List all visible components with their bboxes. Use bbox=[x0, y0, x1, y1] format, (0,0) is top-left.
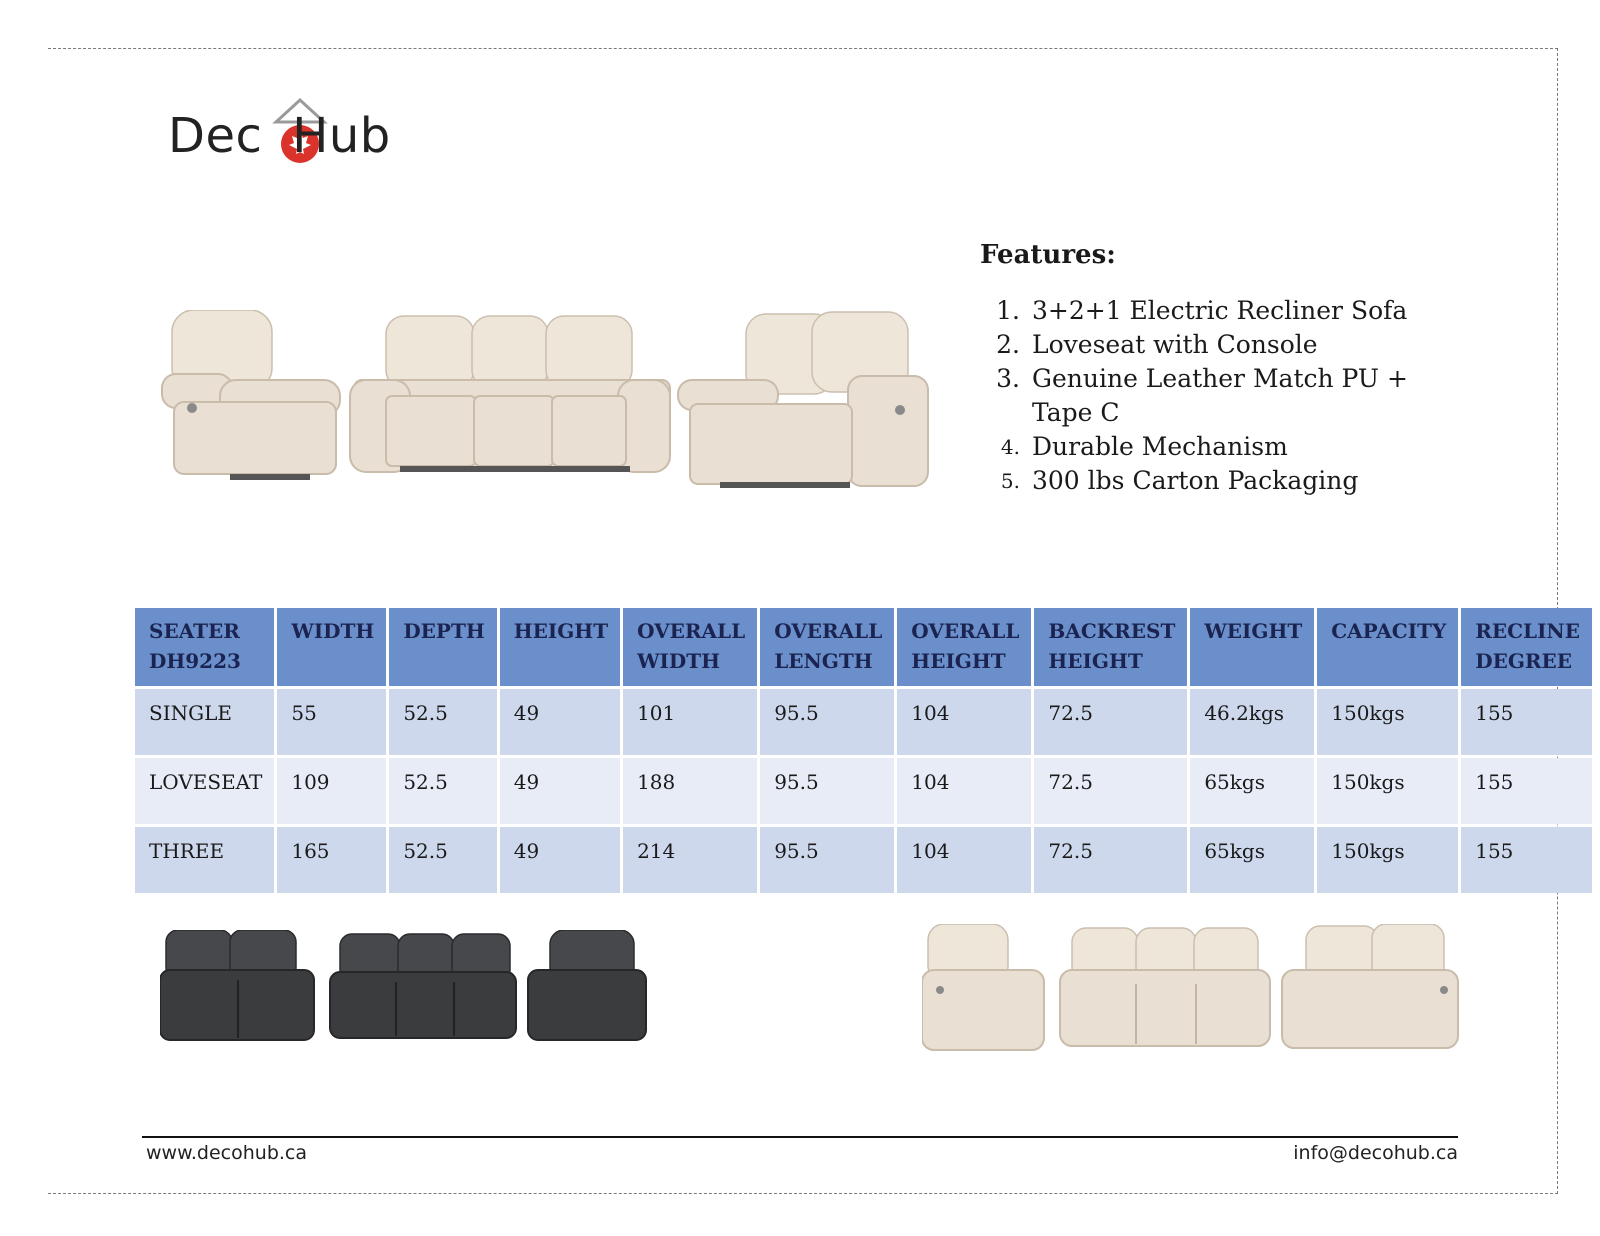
table-cell: 52.5 bbox=[389, 689, 496, 755]
feature-item bbox=[980, 294, 1460, 328]
footer-website-link[interactable]: www.decohub.ca bbox=[146, 1142, 308, 1164]
table-cell: 155 bbox=[1461, 827, 1592, 893]
feature-text: Durable Mechanism bbox=[1032, 432, 1288, 461]
feature-number: 2. bbox=[996, 330, 1020, 359]
column-header: WIDTH bbox=[277, 608, 386, 686]
column-header: SEATER DH9223 bbox=[135, 608, 274, 686]
three-seater-sofa-image bbox=[350, 316, 670, 472]
table-row bbox=[135, 758, 1592, 824]
table-cell: 52.5 bbox=[389, 758, 496, 824]
feature-text: 3+2+1 Electric Recliner Sofa bbox=[1032, 296, 1408, 325]
table-header-row bbox=[135, 608, 1592, 686]
table-cell: 150kgs bbox=[1317, 689, 1458, 755]
column-header: OVERALL WIDTH bbox=[623, 608, 757, 686]
table-cell: 72.5 bbox=[1034, 758, 1187, 824]
logo-text-dec: Dec bbox=[168, 108, 263, 164]
footer-email-link[interactable]: info@decohub.ca bbox=[1293, 1142, 1458, 1164]
table-cell: SINGLE bbox=[135, 689, 274, 755]
table-cell: 101 bbox=[623, 689, 757, 755]
column-header: OVERALL HEIGHT bbox=[897, 608, 1031, 686]
table-cell: 104 bbox=[897, 689, 1031, 755]
feature-number: 1. bbox=[996, 296, 1020, 325]
decohub-logo bbox=[168, 96, 418, 174]
table-cell: 52.5 bbox=[389, 827, 496, 893]
table-cell: 55 bbox=[277, 689, 386, 755]
table-cell: 95.5 bbox=[760, 689, 894, 755]
table-cell: 104 bbox=[897, 758, 1031, 824]
feature-item bbox=[980, 362, 1460, 430]
table-cell: 49 bbox=[500, 689, 620, 755]
dark-three-seater-image bbox=[330, 934, 516, 1038]
column-header: DEPTH bbox=[389, 608, 496, 686]
beige-three-seater-image bbox=[1060, 928, 1270, 1046]
table-cell: 49 bbox=[500, 758, 620, 824]
dark-recliner-image bbox=[528, 930, 646, 1040]
table-cell: THREE bbox=[135, 827, 274, 893]
loveseat-image bbox=[678, 312, 928, 488]
table-cell: LOVESEAT bbox=[135, 758, 274, 824]
table-cell: 155 bbox=[1461, 689, 1592, 755]
feature-number: 5. bbox=[1000, 469, 1020, 493]
table-cell: 109 bbox=[277, 758, 386, 824]
table-cell: 72.5 bbox=[1034, 827, 1187, 893]
recliner-chair-image bbox=[162, 310, 340, 480]
table-cell: 150kgs bbox=[1317, 827, 1458, 893]
footer-divider bbox=[142, 1136, 1458, 1138]
feature-number: 3. bbox=[996, 364, 1020, 393]
column-header: BACKREST HEIGHT bbox=[1034, 608, 1187, 686]
column-header: HEIGHT bbox=[500, 608, 620, 686]
column-header: OVERALL LENGTH bbox=[760, 608, 894, 686]
beige-recliner-image bbox=[922, 924, 1044, 1050]
table-cell: 65kgs bbox=[1190, 827, 1314, 893]
features-section bbox=[980, 240, 1460, 498]
table-cell: 214 bbox=[623, 827, 757, 893]
table-cell: 188 bbox=[623, 758, 757, 824]
feature-item bbox=[980, 430, 1460, 464]
dark-loveseat-image bbox=[160, 930, 314, 1040]
table-row bbox=[135, 689, 1592, 755]
table-cell: 150kgs bbox=[1317, 758, 1458, 824]
column-header: RECLINE DEGREE bbox=[1461, 608, 1592, 686]
beige-sofa-set-image bbox=[922, 924, 1462, 1064]
logo-text-hub: Hub bbox=[292, 108, 391, 164]
logo-text-o bbox=[262, 108, 292, 164]
dark-sofa-set-image bbox=[160, 930, 670, 1060]
column-header: WEIGHT bbox=[1190, 608, 1314, 686]
table-cell: 46.2kgs bbox=[1190, 689, 1314, 755]
beige-loveseat-image bbox=[1282, 924, 1458, 1048]
table-cell: 49 bbox=[500, 827, 620, 893]
hero-sofa-set-image bbox=[160, 310, 960, 520]
table-cell: 65kgs bbox=[1190, 758, 1314, 824]
feature-text: 300 lbs Carton Packaging bbox=[1032, 466, 1359, 495]
features-title: Features: bbox=[980, 240, 1116, 270]
table-cell: 72.5 bbox=[1034, 689, 1187, 755]
table-cell: 165 bbox=[277, 827, 386, 893]
feature-item bbox=[980, 464, 1460, 498]
table-cell: 104 bbox=[897, 827, 1031, 893]
feature-item bbox=[980, 328, 1460, 362]
feature-text: Genuine Leather Match PU + Tape C bbox=[1032, 364, 1408, 427]
table-row bbox=[135, 827, 1592, 893]
table-cell: 95.5 bbox=[760, 758, 894, 824]
column-header: CAPACITY bbox=[1317, 608, 1458, 686]
table-cell: 95.5 bbox=[760, 827, 894, 893]
table-cell: 155 bbox=[1461, 758, 1592, 824]
feature-text: Loveseat with Console bbox=[1032, 330, 1318, 359]
feature-number: 4. bbox=[1000, 435, 1020, 459]
specs-table bbox=[132, 605, 1595, 896]
